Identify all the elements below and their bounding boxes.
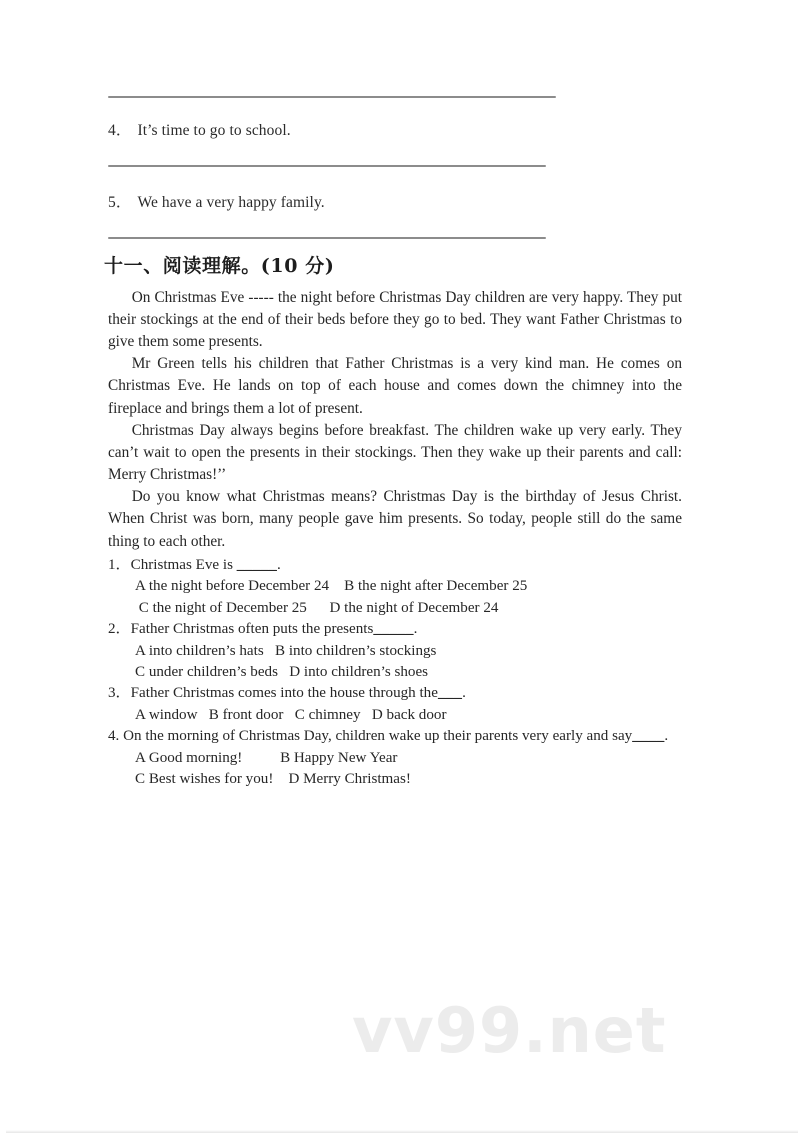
question-4-stem xyxy=(108,726,684,747)
question-4-options-row-1[interactable]: A Good morning! B Happy New Year xyxy=(135,749,398,766)
passage-paragraph-3: Christmas Day always begins before breakfast. The children wake up very early. They can’t wait to open the presents in their stockings. Then they wake up their parents and call: Merry Christmas!’’ xyxy=(108,421,682,484)
question-4 xyxy=(108,726,684,790)
question-2-options-row-1[interactable]: A into children’s hats B into children’s stockings xyxy=(135,642,437,659)
question-stem-tail: . xyxy=(276,556,281,573)
question-number: 4. xyxy=(108,728,120,745)
answer-blank[interactable]: ___ xyxy=(437,685,463,702)
question-2-stem xyxy=(108,619,684,640)
question-1-stem xyxy=(108,555,684,576)
question-1 xyxy=(108,555,684,619)
question-2 xyxy=(108,619,684,683)
question-1-options-row-2[interactable]: C the night of December 25 D the night of December 24 xyxy=(135,599,499,616)
question-stem-text: Father Christmas comes into the house through the xyxy=(130,685,438,702)
passage-paragraph-2: Mr Green tells his children that Father Christmas is a very kind man. He comes on Christmas Eve. He lands on top of each house and comes down the chimney into the fireplace and brings them a lot of present. xyxy=(108,355,682,417)
question-3-options-row-1[interactable]: A window B front door C chimney D back door xyxy=(135,706,447,723)
question-stem-text: Father Christmas often puts the presents xyxy=(130,621,374,638)
question-number: 2． xyxy=(108,621,131,638)
question-2-options-row-2[interactable]: C under children’s beds D into children’s shoes xyxy=(135,663,429,680)
question-number: 1． xyxy=(108,556,131,573)
question-stem-tail: . xyxy=(664,728,669,745)
question-1-options-row-1[interactable]: A the night before December 24 B the night after December 25 xyxy=(135,578,528,595)
section-heading-reading-comprehension: 十一、阅读理解。(10 分) xyxy=(104,254,335,277)
translation-item-4 xyxy=(108,121,684,140)
answer-blank[interactable]: _____ xyxy=(236,556,277,573)
answer-blank[interactable]: ____ xyxy=(632,728,665,745)
item-number: 5． xyxy=(108,194,132,212)
question-stem-text: On the morning of Christmas Day, children wake up their parents very early and say xyxy=(119,728,633,745)
item-text: It’s time to go to school. xyxy=(137,122,291,139)
question-stem-tail: . xyxy=(462,685,466,702)
question-4-options-row-2[interactable]: C Best wishes for you! D Merry Christmas! xyxy=(135,771,411,788)
translation-item-5 xyxy=(108,193,684,212)
question-3-stem xyxy=(108,683,684,704)
question-stem-tail: . xyxy=(413,621,418,638)
question-number: 3． xyxy=(108,685,131,702)
passage-paragraph-4: Do you know what Christmas means? Christmas Day is the birthday of Jesus Christ. When Christ was born, many people gave him presents. So today, people still do the same thing to each other. xyxy=(108,488,682,550)
question-stem-text: Christmas Eve is xyxy=(130,556,237,573)
site-watermark: vv99.net xyxy=(352,994,667,1067)
item-text: We have a very happy family. xyxy=(137,194,325,212)
question-3 xyxy=(108,683,684,726)
page-content xyxy=(104,0,684,790)
answer-blank[interactable]: _____ xyxy=(373,621,414,638)
reading-passage xyxy=(108,287,682,553)
item-number: 4． xyxy=(108,122,132,139)
passage-paragraph-1: On Christmas Eve ----- the night before Christmas Day children are very happy. They put their stockings at the end of their beds before they go to bed. They want Father Christmas to give them some presents. xyxy=(108,288,682,351)
